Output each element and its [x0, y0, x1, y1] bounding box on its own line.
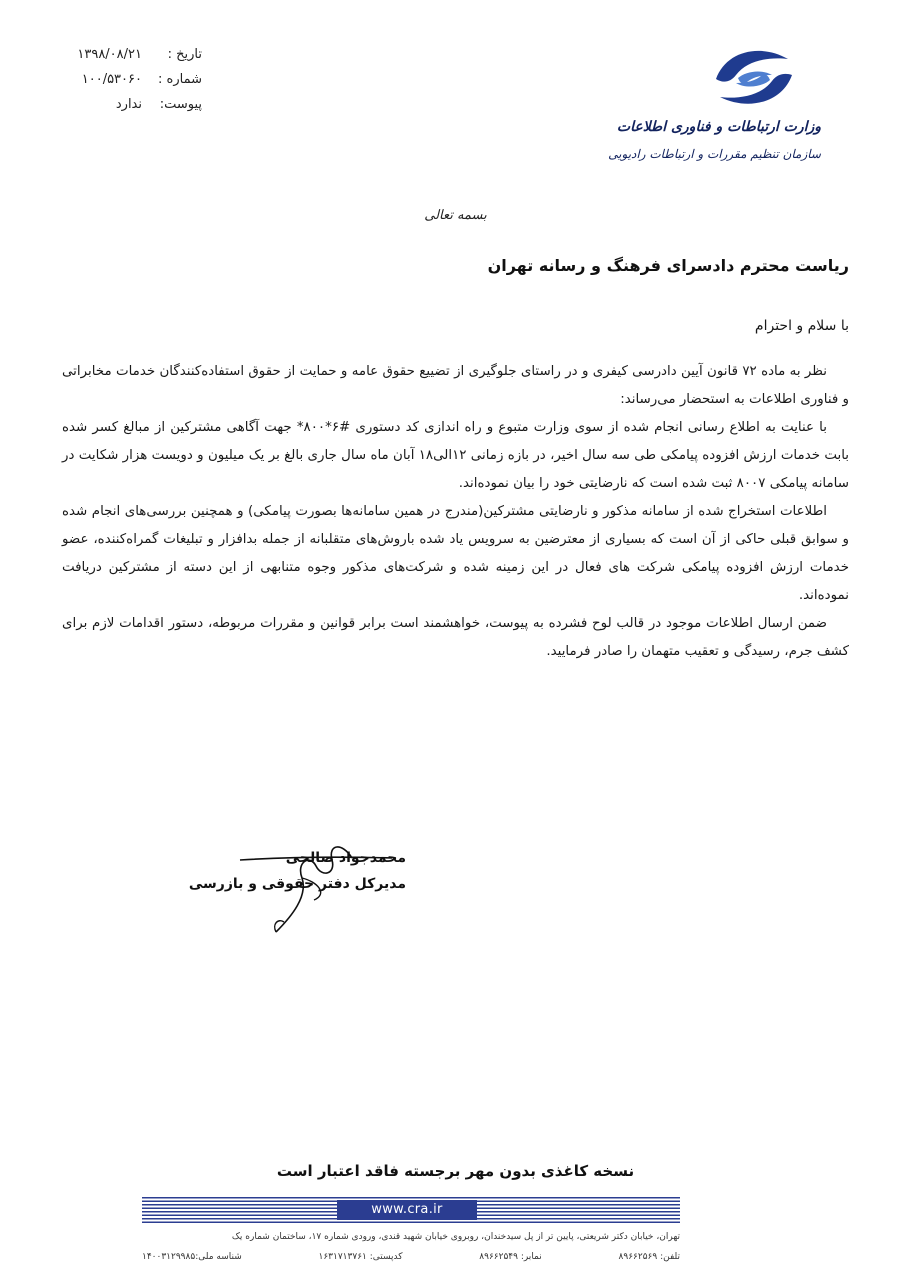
website-link[interactable]: www.cra.ir [337, 1200, 477, 1220]
letter-greeting: با سلام و احترام [754, 318, 849, 334]
footer-national-id: شناسه ملی:۱۴۰۰۳۱۲۹۹۸۵ [142, 1252, 242, 1262]
meta-number-row [62, 67, 202, 92]
footer-postal-code: کدپستی: ۱۶۳۱۷۱۳۷۶۱ [318, 1252, 403, 1262]
organization-name: سازمان تنظیم مقررات و ارتباطات رادیویی [608, 147, 821, 161]
meta-attachment-row [62, 92, 202, 117]
meta-number-value: ۱۰۰/۵۳۰۶۰ [81, 72, 142, 87]
signatory-title: مدیرکل دفتر حقوقی و بازرسی [188, 876, 406, 892]
letter-paragraph: اطلاعات استخراج شده از سامانه مذکور و نارضایتی مشترکین(مندرج در همین سامانه‌ها بصورت پیامکی) و همچنین بررسی‌های انجام شده و سوابق قبلی حاکی از آن است که بسیاری از معترضین به سرویس یاد شده باروش‌های متقلبانه از جمله بدافزار و تبلیغات گمراه‌کننده، عضو خدمات ارزش افزوده پیامکی شرکت های فعال در این زمینه شده و شرکت‌های مذکور وجوه متنابهی از این دسته از مشترکین دریافت نموده‌اند. [62, 504, 849, 603]
letter-body [62, 358, 849, 666]
signatory-name: محمدجواد صالحی [285, 850, 406, 866]
letter-meta [62, 42, 202, 117]
letter-paragraph: نظر به ماده ۷۲ قانون آیین دادرسی کیفری و در راستای جلوگیری از تضییع حقوق عامه و حمایت از حقوق استفاده‌کنندگان خدمات مخابراتی و فناوری اطلاعات به استحضار می‌رساند: [62, 364, 849, 407]
signature-block [189, 850, 406, 892]
meta-date-label: تاریخ : [167, 47, 202, 62]
invocation: بسمه تعالی [424, 208, 487, 223]
ministry-name: وزارت ارتباطات و فناوری اطلاعات [616, 119, 821, 135]
footer-address: تهران، خیابان دکتر شریعتی، پایین تر از پل سیدخندان، روبروی خیابان شهید قندی، ورودی شماره ۱۷، ساختمان شماره یک [231, 1232, 680, 1242]
meta-date-value: ۱۳۹۸/۰۸/۲۱ [77, 47, 142, 62]
cra-logo-icon [712, 45, 796, 111]
letter-addressee: ریاست محترم دادسرای فرهنگ و رسانه تهران [487, 256, 849, 275]
letter-paragraph: با عنایت به اطلاع رسانی انجام شده از سوی وزارت متبوع و راه اندازی کد دستوری #۶*۸۰۰* جهت آگاهی مشترکین از مبالغ کسر شده بابت خدمات ارزش افزوده پیامکی طی سه سال اخیر، در بازه زمانی ۱۲الی۱۸ آبان ماه سال جاری بالغ بر یک میلیون و دویست هزار شکایت در سامانه پیامکی ۸۰۰۷ ثبت شده است که نارضایتی خود را بیان نموده‌اند. [62, 420, 849, 491]
footer-phone: تلفن: ۸۹۶۶۲۵۶۹ [618, 1252, 680, 1262]
footer-contacts [142, 1252, 680, 1262]
meta-attachment-label: پیوست: [159, 97, 202, 112]
meta-attachment-value: ندارد [115, 97, 142, 112]
meta-number-label: شماره : [158, 72, 202, 87]
footer-fax: نمابر: ۸۹۶۶۲۵۴۹ [479, 1252, 542, 1262]
organization-logo-block [608, 45, 821, 161]
meta-date-row [62, 42, 202, 67]
footer-validity-notice: نسخه کاغذی بدون مهر برجسته فاقد اعتبار است [276, 1162, 635, 1180]
letter-paragraph: ضمن ارسال اطلاعات موجود در قالب لوح فشرده به پیوست، خواهشمند است برابر قوانین و مقررات مربوطه، دستور اقدامات لازم برای کشف جرم، رسیدگی و تعقیب متهمان را صادر فرمایید. [62, 616, 849, 659]
footer-band [142, 1197, 680, 1223]
